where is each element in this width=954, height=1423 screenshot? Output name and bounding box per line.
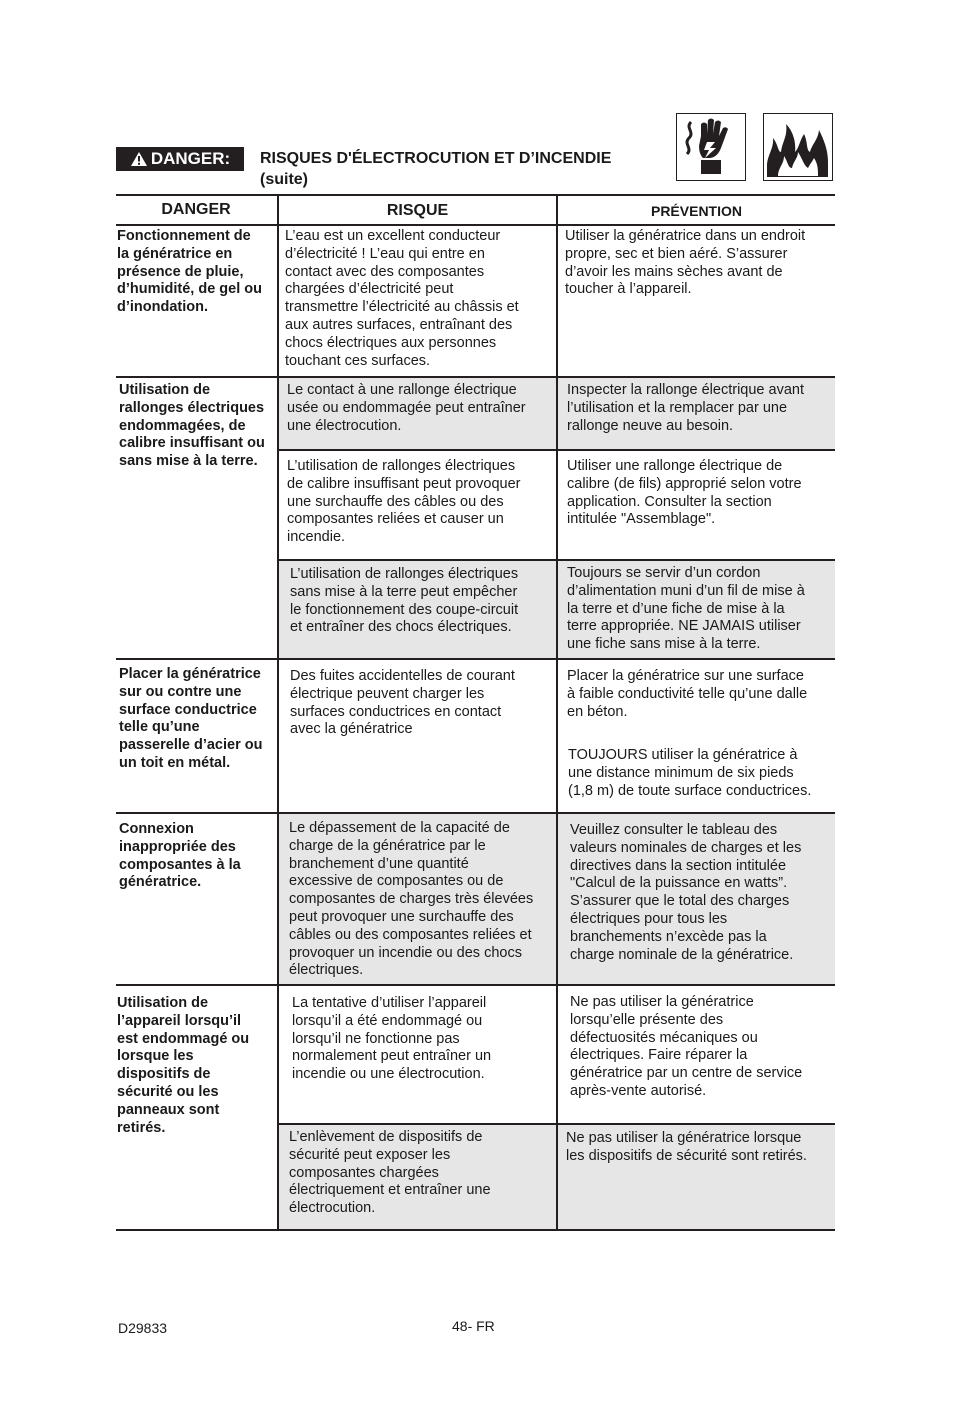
text-line: une distance minimum de six pieds — [568, 764, 794, 781]
text-line: Utiliser une rallonge électrique de — [567, 458, 783, 474]
text-line: chargées d’électricité peut — [285, 281, 454, 298]
rule-row3 — [116, 812, 835, 814]
text-line: Connexion — [119, 821, 194, 837]
prevention-cell — [567, 565, 805, 654]
text-line: touchant ces surfaces. — [285, 352, 431, 369]
text-line: Des fuites accidentelles de courant — [290, 668, 515, 684]
hazard-cell — [119, 382, 265, 471]
text-line: retirés. — [117, 1119, 166, 1136]
text-line: S’assurer que le total des charges — [570, 893, 790, 910]
text-line: passerelle d’acier ou — [119, 737, 263, 754]
text-line: Ne pas utiliser la génératrice lorsque — [566, 1130, 802, 1146]
text-line: Utiliser la génératrice dans un endroit — [565, 228, 806, 244]
text-line: surfaces conductrices en contact — [290, 703, 502, 720]
prevention-cell — [567, 458, 802, 529]
text-line: toucher à l’appareil. — [565, 281, 692, 298]
text-line: excessive de composantes ou de — [289, 873, 504, 890]
text-line: d’inondation. — [117, 299, 209, 316]
text-line: Veuillez consulter le tableau des — [570, 822, 778, 838]
rule-header-top — [116, 194, 835, 196]
risk-cell — [287, 382, 526, 435]
text-line: électriques pour tous les — [570, 910, 728, 927]
text-line: surface conductrice — [119, 701, 257, 718]
text-line: sur ou contre une — [119, 683, 242, 700]
text-line: La tentative d’utiliser l’appareil — [292, 995, 487, 1011]
column-header-danger: DANGER — [161, 201, 231, 218]
danger-badge-label: DANGER: — [150, 149, 231, 168]
text-line: application. Consulter la section — [567, 493, 772, 510]
rule-header-bottom — [116, 224, 835, 226]
text-line: Fonctionnement de — [117, 228, 251, 244]
text-line: terre appropriée. NE JAMAIS utiliser — [567, 618, 801, 635]
text-line: une électrocution. — [287, 417, 402, 434]
risk-cell — [292, 995, 491, 1084]
text-line: directives dans la section intitulée — [570, 857, 787, 874]
text-line: d’alimentation muni d’un fil de mise à — [567, 582, 805, 599]
text-line: incendie. — [287, 529, 346, 546]
text-line: charge de la génératrice par le — [289, 837, 486, 854]
text-line: valeurs nominales de charges et les — [570, 839, 802, 856]
prevention-cell — [570, 994, 802, 1101]
text-line: une surchauffe des câbles ou des — [287, 493, 504, 510]
text-line: chocs électriques aux personnes — [285, 334, 497, 351]
text-line: peut provoquer une surchauffe des — [289, 908, 514, 925]
text-line: composantes chargées — [289, 1164, 439, 1181]
text-line: après-vente autorisé. — [570, 1082, 707, 1099]
text-line: électriques. — [289, 962, 364, 979]
text-line: Inspecter la rallonge électrique avant — [567, 382, 804, 398]
text-line: génératrice par un centre de service — [570, 1065, 803, 1082]
text-line: panneaux sont — [117, 1101, 220, 1118]
risk-cell — [289, 820, 533, 980]
text-line: L’utilisation de rallonges électriques — [290, 566, 519, 582]
text-line: usée ou endommagée peut entraîner — [287, 399, 526, 416]
text-line: la terre et d’une fiche de mise à la — [567, 600, 785, 617]
risk-cell — [289, 1129, 491, 1218]
text-line: sans mise à la terre peut empêcher — [290, 583, 518, 600]
text-line: incendie ou une électrocution. — [292, 1066, 485, 1083]
title-line-1: RISQUES D'ÉLECTROCUTION ET D’INCENDIE — [260, 150, 612, 167]
text-line: d’électricité ! L’eau qui entre en — [285, 245, 485, 262]
title-line-2: (suite) — [260, 171, 308, 188]
text-line: Utilisation de — [119, 382, 211, 398]
text-line: lorsqu’il ne fonctionne pas — [292, 1030, 460, 1047]
hazard-cell — [119, 666, 262, 773]
rule-table-bottom — [116, 1229, 835, 1231]
text-line: dispositifs de — [117, 1066, 211, 1083]
text-line: provoquer un incendie ou des chocs — [289, 944, 522, 961]
text-line: "Calcul de la puissance en watts”. — [570, 875, 788, 892]
text-line: génératrice. — [119, 874, 202, 891]
prevention-cell — [566, 1130, 807, 1166]
hazard-cell — [117, 995, 249, 1137]
text-line: câbles ou des composantes reliées et — [289, 926, 532, 943]
text-line: lorsque les — [117, 1048, 194, 1065]
text-line: Placer la génératrice sur une surface — [567, 668, 804, 684]
prevention-cell — [565, 228, 805, 299]
fire-hazard-icon — [763, 113, 833, 181]
text-line: un toit en métal. — [119, 754, 231, 771]
prevention-cell — [570, 822, 801, 964]
text-line: l’appareil lorsqu’il — [117, 1012, 242, 1029]
text-line: inappropriée des — [119, 838, 236, 855]
text-line: électriques. Faire réparer la — [570, 1047, 748, 1064]
prevention-cell — [567, 668, 807, 721]
text-line: une fiche sans mise à la terre. — [567, 636, 761, 653]
text-line: d’avoir les mains sèches avant de — [565, 263, 783, 280]
section-title — [260, 148, 680, 190]
rule-col-2 — [556, 194, 558, 1230]
document-number: D29833 — [118, 1320, 168, 1336]
text-line: Le contact à une rallonge électrique — [287, 382, 517, 398]
page-number: 48- FR — [452, 1318, 495, 1334]
risk-cell — [287, 458, 521, 547]
risk-cell — [290, 668, 515, 739]
text-line: en béton. — [567, 703, 628, 720]
text-line: présence de pluie, — [117, 263, 244, 280]
text-line: endommagées, de — [119, 417, 246, 434]
text-line: sécurité ou les — [117, 1083, 219, 1100]
text-line: propre, sec et bien aéré. S’assurer — [565, 245, 788, 262]
text-line: à faible conductivité telle qu’une dalle — [567, 685, 808, 702]
column-header-prevention: PRÉVENTION — [650, 203, 742, 219]
text-line: les dispositifs de sécurité sont retirés. — [566, 1147, 807, 1164]
text-line: Toujours se servir d’un cordon — [567, 565, 761, 581]
prevention-cell — [567, 382, 804, 435]
text-line: branchements n’excède pas la — [570, 928, 767, 945]
text-line: électriquement et entraîner une — [289, 1182, 491, 1199]
text-line: Utilisation de — [117, 995, 209, 1011]
prevention-cell-secondary — [568, 747, 811, 800]
text-line: L’enlèvement de dispositifs de — [289, 1129, 483, 1145]
text-line: sans mise à la terre. — [119, 453, 258, 470]
rule-col-1 — [277, 194, 279, 1230]
text-line: rallonges électriques — [119, 399, 265, 416]
text-line: intitulée "Assemblage". — [567, 511, 716, 528]
text-line: le fonctionnement des coupe-circuit — [290, 601, 519, 618]
text-line: L’eau est un excellent conducteur — [285, 228, 501, 244]
hazard-cell — [119, 821, 241, 892]
text-line: calibre (de fils) approprié selon votre — [567, 475, 802, 492]
danger-badge — [116, 147, 244, 171]
rule-row4 — [116, 984, 835, 986]
text-line: normalement peut entraîner un — [292, 1048, 492, 1065]
text-line: contact avec des composantes — [285, 263, 485, 280]
text-line: calibre insuffisant ou — [119, 435, 265, 452]
risk-cell — [285, 228, 519, 370]
text-line: l’utilisation et la remplacer par une — [567, 399, 788, 416]
text-line: la génératrice en — [117, 245, 233, 262]
text-line: lorsqu’elle présente des — [570, 1011, 724, 1028]
text-line: (1,8 m) de toute surface conductrices. — [568, 782, 812, 799]
hazard-cell — [117, 228, 262, 317]
text-line: composantes reliées et causer un — [287, 511, 504, 528]
risk-cell — [290, 566, 518, 637]
text-line: composantes à la — [119, 856, 241, 873]
text-line: est endommagé ou — [117, 1030, 250, 1047]
text-line: Le dépassement de la capacité de — [289, 820, 510, 836]
column-header-risque: RISQUE — [386, 202, 449, 219]
text-line: branchement d’une quantité — [289, 855, 469, 872]
text-line: défectuosités mécaniques ou — [570, 1029, 758, 1046]
text-line: d’humidité, de gel ou — [117, 281, 262, 298]
text-line: TOUJOURS utiliser la génératrice à — [568, 747, 798, 763]
text-line: Placer la génératrice — [119, 666, 261, 682]
text-line: aux autres surfaces, entraînant des — [285, 316, 513, 333]
text-line: rallonge neuve au besoin. — [567, 417, 734, 434]
text-line: Ne pas utiliser la génératrice — [570, 994, 754, 1010]
text-line: charge nominale de la génératrice. — [570, 946, 794, 963]
rule-row1 — [116, 376, 835, 378]
electric-shock-hand-icon — [676, 113, 746, 181]
text-line: lorsqu’il a été endommagé ou — [292, 1012, 483, 1029]
text-line: transmettre l’électricité au châssis et — [285, 299, 519, 316]
warning-triangle-icon — [130, 151, 148, 167]
text-line: sécurité peut exposer les — [289, 1146, 451, 1163]
text-line: composantes de charges très élevées — [289, 891, 534, 908]
text-line: électrocution. — [289, 1200, 376, 1217]
text-line: avec la génératrice — [290, 721, 413, 738]
text-line: électrique peuvent charger les — [290, 685, 485, 702]
text-line: telle qu’une — [119, 719, 200, 736]
text-line: et entraîner des chocs électriques. — [290, 619, 512, 636]
rule-row2 — [116, 658, 835, 660]
text-line: de calibre insuffisant peut provoquer — [287, 475, 521, 492]
text-line: L’utilisation de rallonges électriques — [287, 458, 516, 474]
